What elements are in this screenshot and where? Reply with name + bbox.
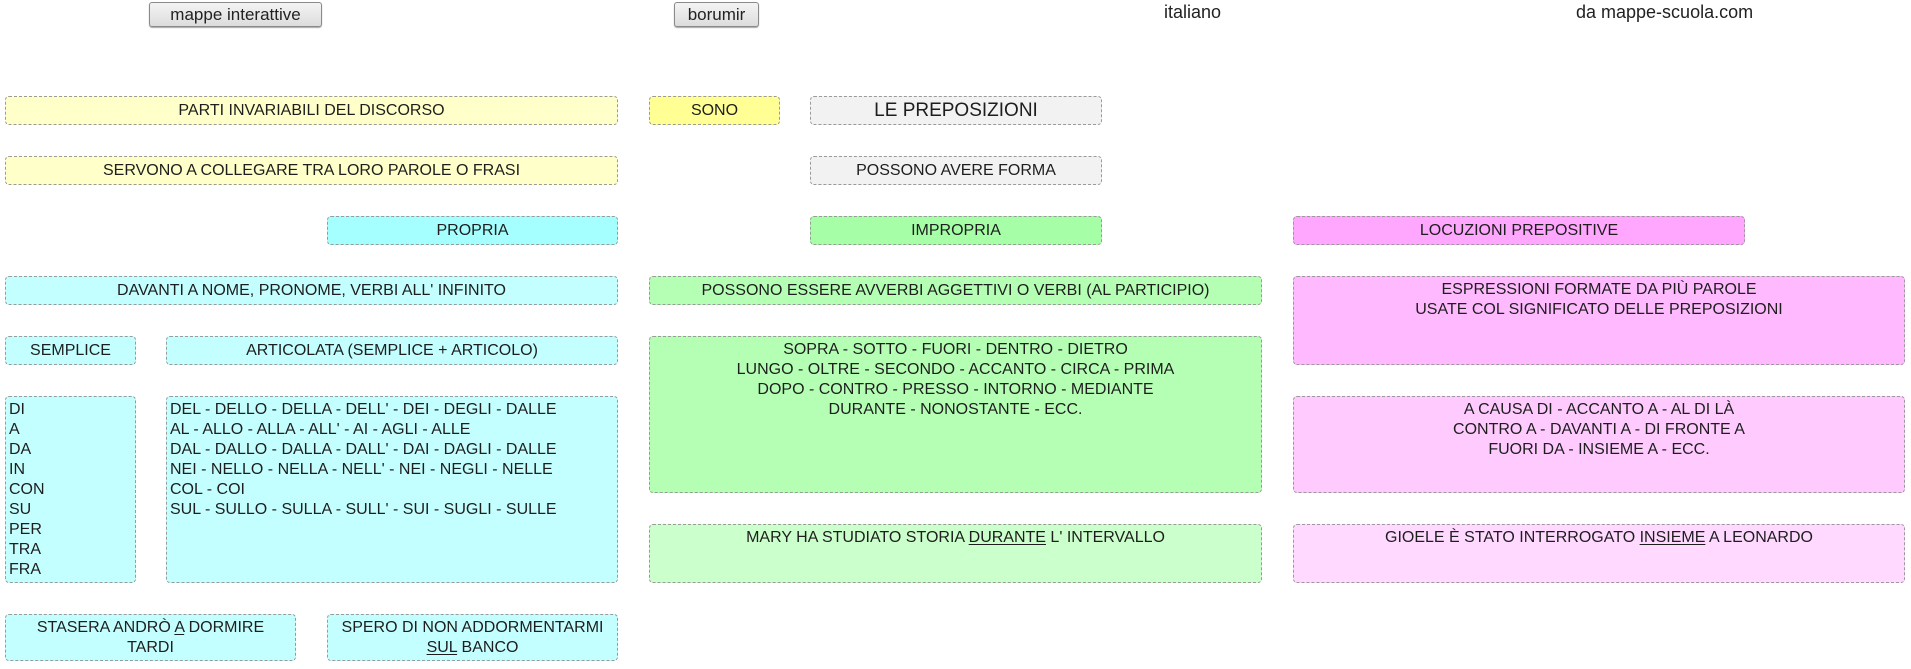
highlighted-preposition: SUL (426, 639, 458, 656)
list-item: SUL - SULLO - SULLA - SULL' - SUI - SUGLI - SULLE (170, 501, 557, 518)
list-item: FUORI DA - INSIEME A - ECC. (1488, 441, 1710, 458)
example-text: GIOELE È STATO INTERROGATO INSIEME A LEONARDO (1385, 529, 1813, 546)
list-item: DEL - DELLO - DELLA - DELL' - DEI - DEGLI - DALLE (170, 401, 557, 418)
list-item: DOPO - CONTRO - PRESSO - INTORNO - MEDIANTE (757, 381, 1154, 398)
list-semplici (5, 396, 136, 583)
node-semplice: SEMPLICE (5, 336, 136, 365)
list-item: DAL - DALLO - DALLA - DALL' - DAI - DAGLI - DALLE (170, 441, 557, 458)
example-text: TARDI (127, 639, 174, 656)
source-label: da mappe-scuola.com (1576, 1, 1754, 22)
list-item: PER (9, 521, 42, 538)
text-line: USATE COL SIGNIFICATO DELLE PREPOSIZIONI (1415, 301, 1783, 318)
node-le-preposizioni: LE PREPOSIZIONI (810, 96, 1102, 125)
list-item: IN (9, 461, 25, 478)
list-item: COL - COI (170, 481, 245, 498)
node-sono: SONO (649, 96, 780, 125)
example-mary (649, 524, 1262, 583)
example-text: STASERA ANDRÒ A DORMIRE (36, 619, 265, 636)
node-articolata: ARTICOLATA (SEMPLICE + ARTICOLO) (166, 336, 618, 365)
node-avverbi: POSSONO ESSERE AVVERBI AGGETTIVI O VERBI (AL PARTICIPIO) (649, 276, 1262, 305)
list-item: DI (9, 401, 25, 418)
node-locuzioni-prepositive: LOCUZIONI PREPOSITIVE (1293, 216, 1745, 245)
list-item: NEI - NELLO - NELLA - NELL' - NEI - NEGLI - NELLE (170, 461, 553, 478)
example-spero (327, 614, 618, 661)
node-propria: PROPRIA (327, 216, 618, 245)
author-button[interactable]: borumir (674, 2, 759, 27)
highlighted-preposition: DURANTE (968, 529, 1046, 546)
list-item: SU (9, 501, 32, 518)
node-davanti: DAVANTI A NOME, PRONOME, VERBI ALL' INFINITO (5, 276, 618, 305)
list-item: AL - ALLO - ALLA - ALL' - AI - AGLI - ALLE (170, 421, 471, 438)
list-item: CON (9, 481, 45, 498)
example-text: SUL BANCO (426, 639, 519, 656)
subject-label: italiano (1164, 1, 1222, 22)
list-articolate (166, 396, 618, 583)
node-parti-invariabili: PARTI INVARIABILI DEL DISCORSO (5, 96, 618, 125)
node-impropria: IMPROPRIA (810, 216, 1102, 245)
list-item: LUNGO - OLTRE - SECONDO - ACCANTO - CIRCA - PRIMA (736, 361, 1175, 378)
highlighted-preposition: INSIEME (1639, 529, 1706, 546)
node-servono: SERVONO A COLLEGARE TRA LORO PAROLE O FRASI (5, 156, 618, 185)
node-espressioni (1293, 276, 1905, 365)
list-item: DURANTE - NONOSTANTE - ECC. (828, 401, 1083, 418)
example-gioele (1293, 524, 1905, 583)
list-item: SOPRA - SOTTO - FUORI - DENTRO - DIETRO (783, 341, 1128, 358)
highlighted-preposition: A (174, 619, 185, 636)
list-item: TRA (9, 541, 41, 558)
node-possono-avere-forma: POSSONO AVERE FORMA (810, 156, 1102, 185)
list-item: A CAUSA DI - ACCANTO A - AL DI LÀ (1463, 401, 1735, 418)
interactive-maps-button[interactable]: mappe interattive (149, 2, 322, 27)
list-item: FRA (9, 561, 41, 578)
list-improprie (649, 336, 1262, 493)
list-item: A (9, 421, 20, 438)
list-locuzioni (1293, 396, 1905, 493)
example-text: MARY HA STUDIATO STORIA DURANTE L' INTERVALLO (746, 529, 1165, 546)
list-item: CONTRO A - DAVANTI A - DI FRONTE A (1453, 421, 1745, 438)
text-line: ESPRESSIONI FORMATE DA PIÙ PAROLE (1441, 281, 1757, 298)
list-item: DA (9, 441, 32, 458)
example-stasera (5, 614, 296, 661)
example-text: SPERO DI NON ADDORMENTARMI (341, 619, 604, 636)
